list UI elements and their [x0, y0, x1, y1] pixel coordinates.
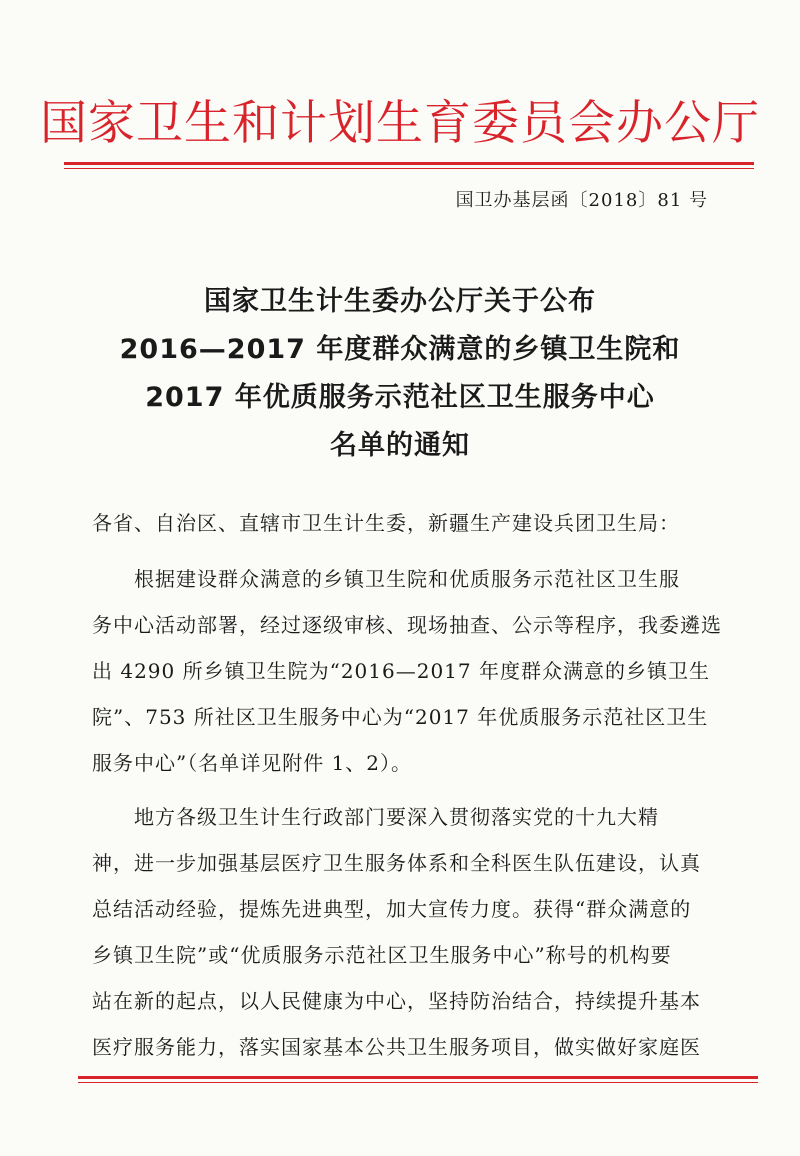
paragraph-1-line: 院”、753 所社区卫生服务中心为“2017 年优质服务示范社区卫生 — [92, 705, 709, 729]
title-line-1: 国家卫生计生委办公厅关于公布 — [204, 286, 596, 317]
paragraph-1-line: 务中心活动部署，经过逐级审核、现场抽查、公示等程序，我委遴选 — [92, 613, 722, 637]
paragraph-1-line: 根据建设群众满意的乡镇卫生院和优质服务示范社区卫生服 — [92, 567, 680, 591]
title-line-3: 2017 年优质服务示范社区卫生服务中心 — [145, 382, 655, 413]
document-body — [92, 556, 722, 1070]
document-title — [0, 278, 800, 470]
header-red-rule — [64, 162, 754, 165]
footer-red-rule — [78, 1076, 758, 1079]
title-line-4: 名单的通知 — [330, 430, 470, 461]
paragraph-1-line: 出 4290 所乡镇卫生院为“2016—2017 年度群众满意的乡镇卫生 — [92, 659, 710, 683]
issuing-office-header: 国家卫生和计划生育委员会办公厅 — [40, 96, 760, 151]
paragraph-2-line: 总结活动经验，提炼先进典型，加大宣传力度。获得“群众满意的 — [92, 897, 692, 921]
paragraph-2-line: 乡镇卫生院”或“优质服务示范社区卫生服务中心”称号的机构要 — [92, 943, 672, 967]
document-number: 国卫办基层函〔2018〕81 号 — [455, 190, 708, 211]
header-red-rule-thin — [64, 168, 754, 169]
recipient-line: 各省、自治区、直辖市卫生计生委，新疆生产建设兵团卫生局： — [92, 511, 680, 535]
paragraph-2-line: 地方各级卫生计生行政部门要深入贯彻落实党的十九大精 — [92, 805, 659, 829]
paragraph-2-line: 神，进一步加强基层医疗卫生服务体系和全科医生队伍建设，认真 — [92, 851, 701, 875]
title-line-2: 2016—2017 年度群众满意的乡镇卫生院和 — [119, 334, 681, 365]
paragraph-2-line: 医疗服务能力，落实国家基本公共卫生服务项目，做实做好家庭医 — [92, 1035, 701, 1059]
paragraph-gap — [92, 786, 712, 794]
footer-red-rule-thin — [78, 1082, 758, 1083]
paragraph-2-line: 站在新的起点，以人民健康为中心，坚持防治结合，持续提升基本 — [92, 989, 701, 1013]
paragraph-1-line: 服务中心”（名单详见附件 1、2）。 — [92, 751, 413, 775]
